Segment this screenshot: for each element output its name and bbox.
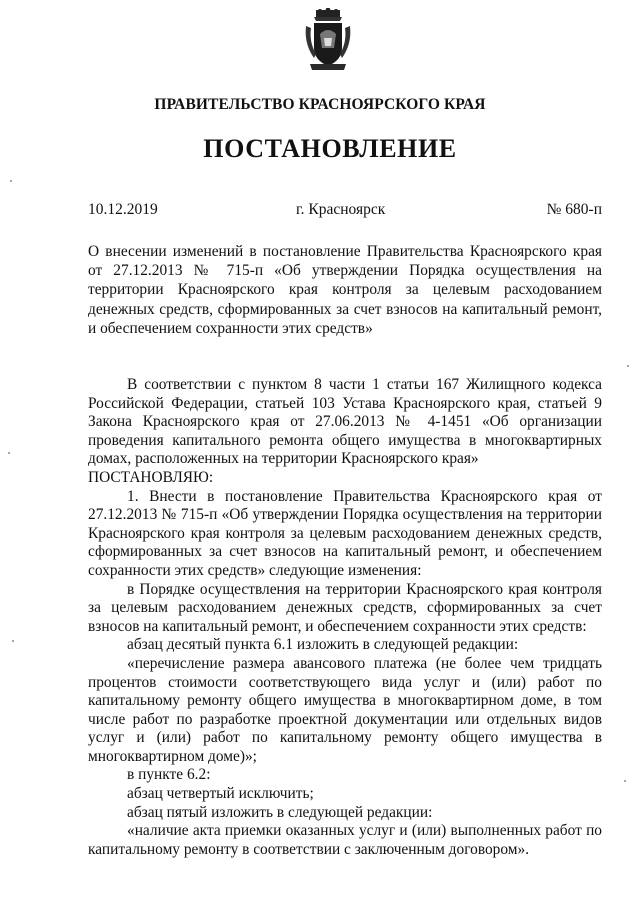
paragraph-10-text: «перечисление размера авансового платежа (не более чем тридцать процентов стоимости соответствующего вида услуг и (или) работ по капитальному ремонту общего имущества в многоквартирном доме, в том числе работ по разработке проектной документации или отдельных видов услуг и (или) работ по капитальному ремонту общего имущества в многоквартирном доме)»;: [88, 654, 602, 765]
point-6-2-intro: в пункте 6.2:: [127, 766, 211, 784]
paragraph-4-text: абзац четвертый исключить;: [127, 785, 314, 803]
document-date: 10.12.2019: [88, 201, 158, 218]
document-type-title: ПОСТАНОВЛЕНИЕ: [203, 134, 457, 163]
decree-word: ПОСТАНОВЛЯЮ:: [88, 468, 214, 486]
government-name: ПРАВИТЕЛЬСТВО КРАСНОЯРСКОГО КРАЯ: [154, 96, 486, 113]
krasnoyarsk-coat-of-arms-icon: [302, 8, 354, 74]
document-subject: О внесении изменений в постановление Правительства Красноярского края от 27.12.2013 № 715-п «Об утверждении Порядка осуществления на территории Красноярского края контроля за целевым расходованием денежных средств, сформированных за счет взносов на капитальный ремонт, и обеспечением сохранности этих средств»: [88, 243, 602, 337]
paragraph-5-text: «наличие акта приемки оказанных услуг и (или) выполненных работ по капитальному ремонту в соответствии с заключенным договором».: [88, 822, 602, 858]
paragraph-10-intro: абзац десятый пункта 6.1 изложить в следующей редакции:: [127, 636, 519, 654]
document-body: [88, 376, 602, 859]
document-city: г. Красноярск: [296, 201, 386, 218]
order-intro-paragraph: в Порядке осуществления на территории Красноярского края контроля за целевым расходованием денежных средств, сформированных за счет взносов на капитальный ремонт, и обеспечением сохранности этих средств:: [88, 580, 602, 635]
document-number: № 680-п: [546, 201, 602, 218]
preamble-paragraph: В соответствии с пунктом 8 части 1 статьи 167 Жилищного кодекса Российской Федерации, статьей 103 Устава Красноярского края, статьей 9 Закона Красноярского края от 27.06.2013 № 4-1451 «Об организации проведения капитального ремонта общего имущества в многоквартирных домах, расположенных на территории Красноярского края»: [88, 376, 602, 468]
item-1-paragraph: 1. Внести в постановление Правительства Красноярского края от 27.12.2013 № 715-п «Об утверждении Порядка осуществления на территории Красноярского края контроля за целевым расходованием денежных средств, сформированных за счет взносов на капитальный ремонт, и обеспечением сохранности этих средств» следующие изменения:: [88, 487, 602, 579]
paragraph-5-intro: абзац пятый изложить в следующей редакции:: [127, 803, 433, 821]
